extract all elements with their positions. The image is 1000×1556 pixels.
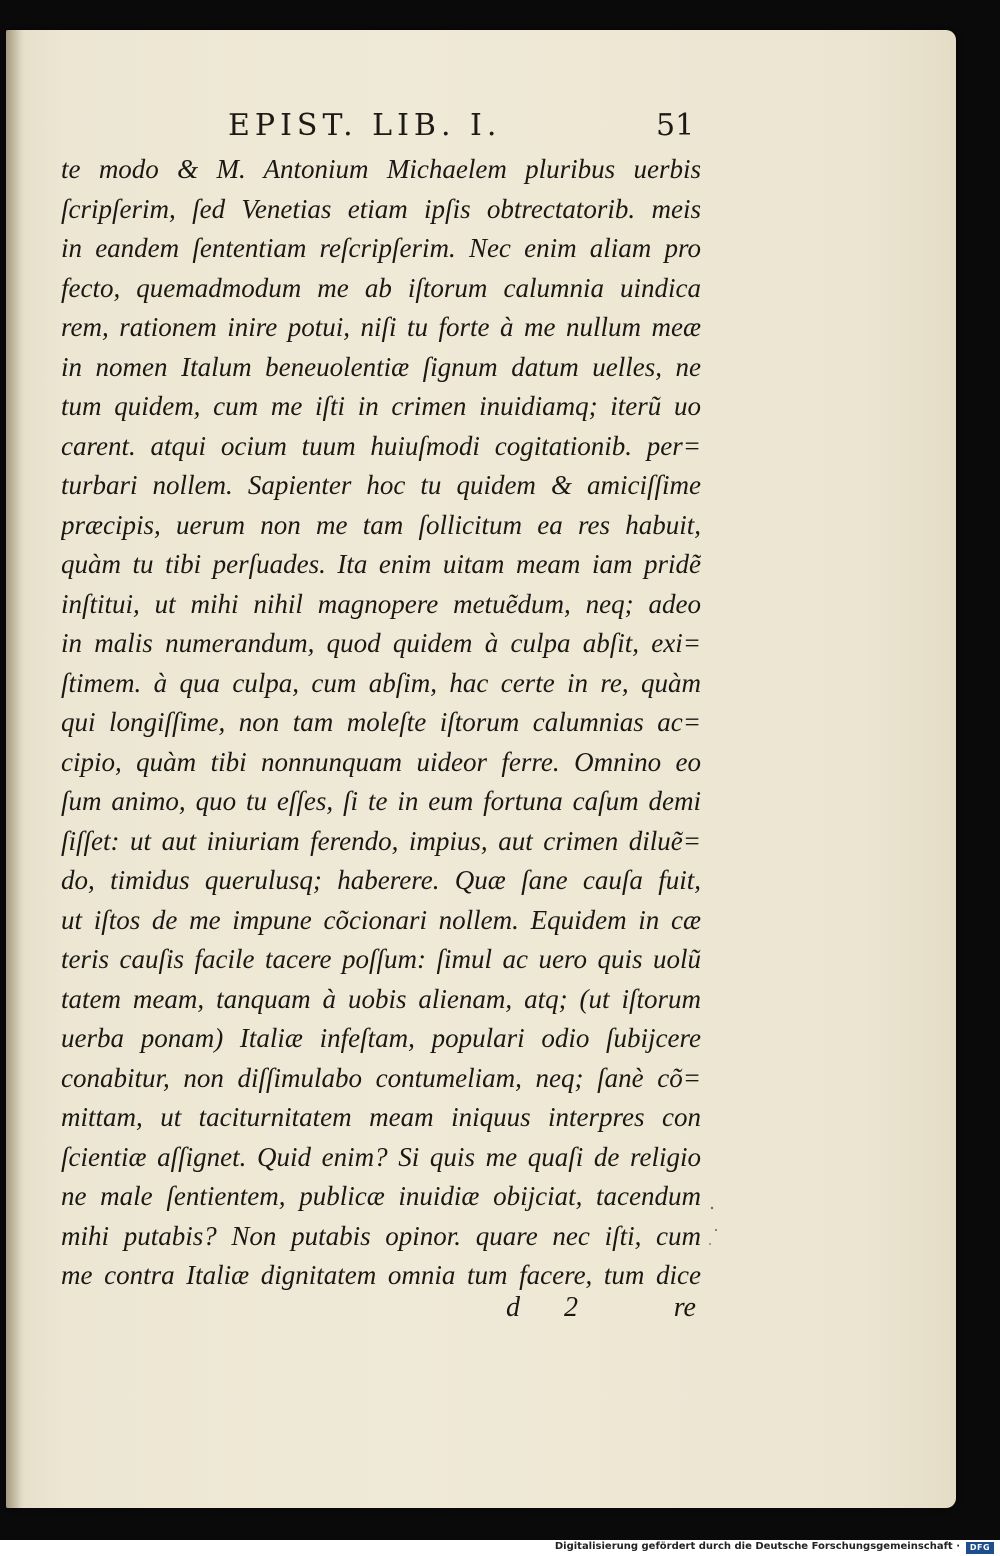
text-line: inſtitui, ut mihi nihil magnopere metuẽdum, neq; adeo [61, 588, 701, 619]
paper-specks [706, 1200, 726, 1250]
page-number: 51 [656, 108, 695, 143]
text-line: mihi putabis? Non putabis opinor. quare nec iſti, cum [61, 1220, 701, 1251]
signature-mark: d [506, 1292, 520, 1323]
text-line: turbari nollem. Sapienter hoc tu quidem & amiciſſime [61, 470, 701, 500]
text-line: ne male ſentientem, publicæ inuidiæ obijciat, tacendum [61, 1181, 701, 1211]
text-line: quàm tu tibi perſuades. Ita enim uitam meam iam pridẽ [61, 549, 701, 579]
footer-bar [0, 1540, 1000, 1556]
text-line: in malis numerandum, quod quidem à culpa abſit, exi= [61, 628, 701, 658]
footer-credit: Digitalisierung gefördert durch die Deutsche Forschungsgemeinschaft · [554, 1541, 960, 1552]
text-line: carent. atqui ocium tuum huiuſmodi cogitationib. per= [61, 430, 701, 461]
dfg-logo: DFG [966, 1542, 994, 1554]
text-line: præcipis, uerum non me tam ſollicitum ea res habuit, [61, 509, 701, 540]
text-block [61, 150, 701, 1296]
text-line: in nomen Italum beneuolentiæ ſignum datum uelles, ne [61, 351, 701, 382]
text-line: uerba ponam) Italiæ infeſtam, populari odio ſubijcere [61, 1023, 701, 1053]
text-line: ſtimem. à qua culpa, cum abſim, hac certe in re, quàm [61, 667, 701, 698]
gutter-shadow [6, 30, 24, 1508]
text-line: qui longiſſime, non tam moleſte iſtorum calumnias ac= [61, 707, 701, 737]
text-line: ſum animo, quo tu eſſes, ſi te in eum fortuna caſum demi [61, 786, 701, 816]
catchword: re [673, 1292, 696, 1323]
text-line: mittam, ut taciturnitatem meam iniquus interpres con [61, 1102, 701, 1132]
text-line: conabitur, non diſſimulabo contumeliam, neq; ſanè cõ= [61, 1062, 701, 1093]
book-page [6, 30, 956, 1508]
text-line: do, timidus querulusq; haberere. Quæ ſane cauſa fuit, [61, 865, 701, 895]
text-line: tum quidem, cum me iſti in crimen inuidiamq; iterũ uo [61, 391, 701, 421]
text-line: cipio, quàm tibi nonnunquam uideor ferre. Omnino eo [61, 746, 701, 777]
text-line: ſcripſerim, ſed Venetias etiam ipſis obtrectatorib. meis [61, 193, 701, 224]
text-line: te modo & M. Antonium Michaelem pluribus uerbis [61, 154, 701, 184]
text-line: ut iſtos de me impune cõcionari nollem. Equidem in cæ [61, 904, 701, 935]
text-line: in eandem ſententiam reſcripſerim. Nec enim aliam pro [61, 233, 701, 263]
text-line: fecto, quemadmodum me ab iſtorum calumnia uindica [61, 272, 701, 303]
text-line: ſcientiæ aſſignet. Quid enim? Si quis me quaſi de religio [61, 1141, 701, 1172]
text-line: rem, rationem inire potui, niſi tu forte à me nullum meæ [61, 312, 701, 342]
text-line: teris cauſis facile tacere poſſum: ſimul ac uero quis uolũ [61, 944, 701, 974]
text-line: tatem meam, tanquam à uobis alienam, atq; (ut iſtorum [61, 983, 701, 1014]
signature-line [506, 1292, 696, 1332]
running-head: EPIST. LIB. I. [228, 108, 502, 143]
text-line: me contra Italiæ dignitatem omnia tum facere, tum dice [61, 1260, 701, 1290]
text-line: ſiſſet: ut aut iniuriam ferendo, impius, aut crimen diluẽ= [61, 825, 701, 856]
signature-number: 2 [564, 1292, 578, 1323]
